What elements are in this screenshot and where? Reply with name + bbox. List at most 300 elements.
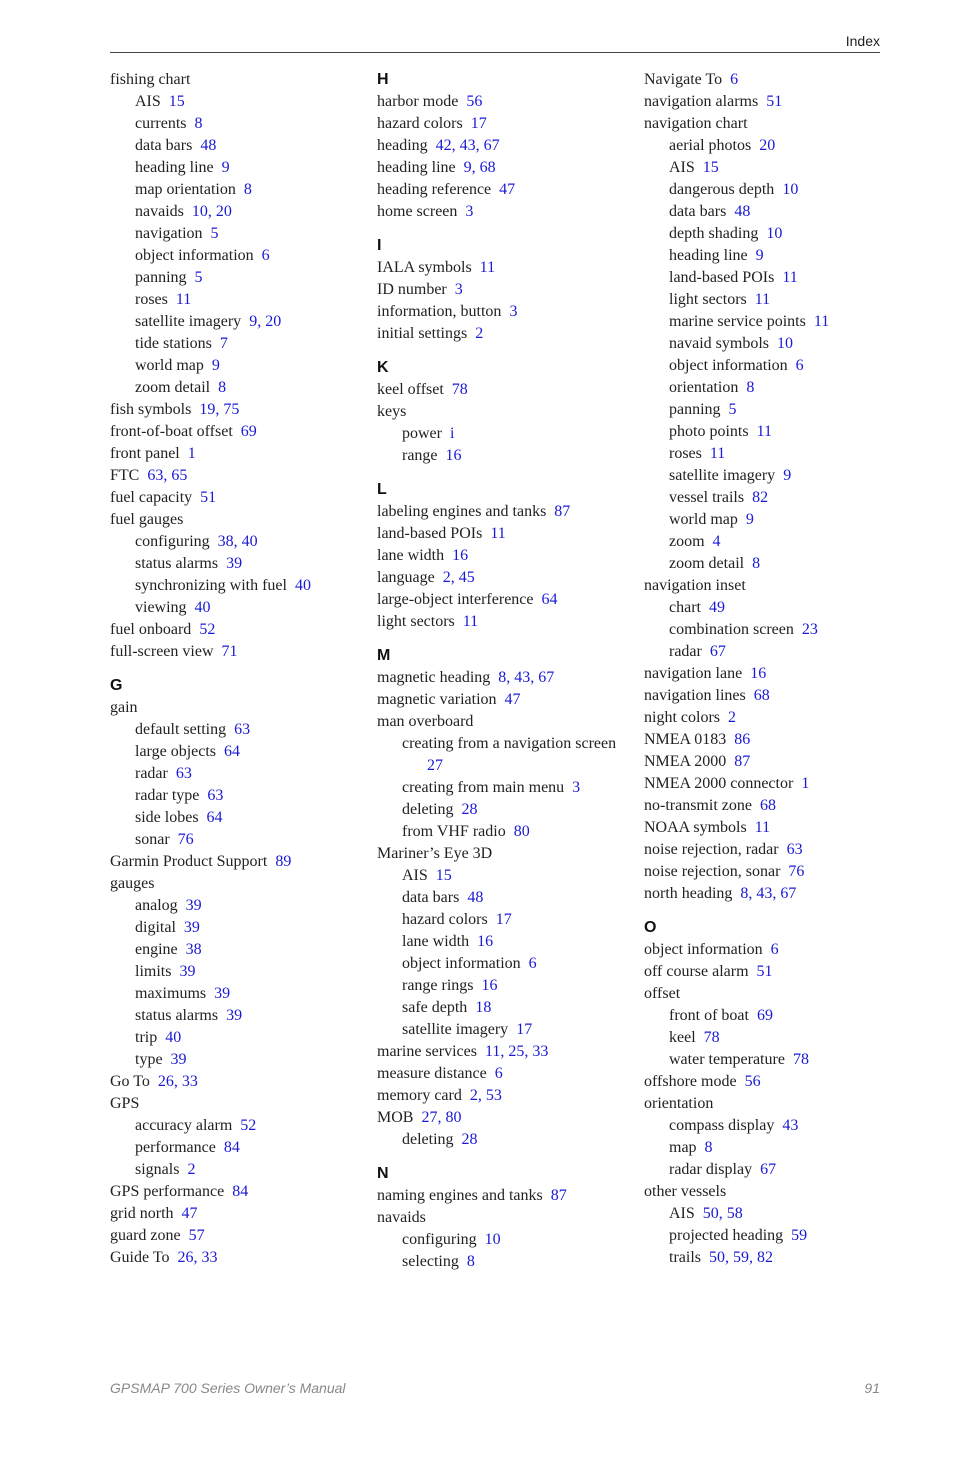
index-entry bbox=[644, 817, 904, 839]
index-entry bbox=[644, 707, 904, 729]
page-reference-link[interactable]: 89 bbox=[275, 853, 292, 870]
index-subentry bbox=[377, 733, 637, 755]
index-term: grid north bbox=[110, 1205, 174, 1222]
page-reference-link[interactable]: 86 bbox=[734, 731, 751, 748]
index-subentry bbox=[377, 887, 637, 909]
index-subentry bbox=[110, 741, 370, 763]
index-subentry bbox=[110, 1005, 370, 1027]
page-reference-link[interactable]: 27 bbox=[427, 757, 443, 774]
index-term: viewing bbox=[135, 599, 187, 616]
index-subentry bbox=[644, 1159, 904, 1181]
page-reference-link[interactable]: 15 bbox=[702, 159, 719, 176]
index-entry bbox=[377, 567, 637, 589]
page-reference-link[interactable]: 48 bbox=[467, 889, 484, 906]
index-entry bbox=[110, 619, 370, 641]
index-subentry bbox=[644, 1247, 904, 1269]
index-term: heading line bbox=[377, 159, 456, 176]
index-term: navigation alarms bbox=[644, 93, 759, 110]
page-reference-link[interactable]: 50, 58 bbox=[702, 1205, 743, 1222]
index-entry bbox=[377, 179, 637, 201]
index-subentry bbox=[644, 333, 904, 355]
index-subentry bbox=[644, 1049, 904, 1071]
index-entry bbox=[110, 1071, 370, 1093]
page-reference-link[interactable]: 57 bbox=[188, 1227, 205, 1244]
page-reference-link[interactable]: 10, 20 bbox=[191, 203, 232, 220]
page-reference-link[interactable]: 64 bbox=[541, 591, 558, 608]
page-reference-link[interactable]: 39 bbox=[179, 963, 196, 980]
index-entry bbox=[110, 1093, 370, 1115]
page-reference-link[interactable]: 11 bbox=[462, 613, 479, 630]
page-reference-link[interactable]: 3 bbox=[465, 203, 474, 220]
index-term: compass display bbox=[669, 1117, 775, 1134]
header-rule bbox=[110, 52, 880, 53]
page-reference-link[interactable]: 28 bbox=[461, 801, 478, 818]
page-reference-link[interactable]: 2 bbox=[187, 1161, 196, 1178]
page-reference-link[interactable]: 47 bbox=[181, 1205, 198, 1222]
page-reference-link[interactable]: 63 bbox=[786, 841, 803, 858]
index-term: tide stations bbox=[135, 335, 212, 352]
index-term: MOB bbox=[377, 1109, 414, 1126]
index-entry bbox=[377, 1207, 637, 1229]
index-subentry bbox=[110, 807, 370, 829]
index-subentry bbox=[644, 1225, 904, 1247]
index-subentry bbox=[377, 1251, 637, 1273]
index-term: power bbox=[402, 425, 442, 442]
page-reference-link[interactable]: 1 bbox=[187, 445, 196, 462]
index-entry bbox=[377, 323, 637, 345]
index-subentry bbox=[377, 865, 637, 887]
page-reference-link[interactable]: 2, 45 bbox=[442, 569, 475, 586]
index-entry bbox=[377, 257, 637, 279]
index-term: fuel capacity bbox=[110, 489, 193, 506]
page-reference-link[interactable]: 6 bbox=[528, 955, 537, 972]
index-entry bbox=[377, 755, 637, 777]
page-reference-link[interactable]: 5 bbox=[210, 225, 219, 242]
index-subentry bbox=[377, 1129, 637, 1151]
page-reference-link[interactable]: 40 bbox=[165, 1029, 182, 1046]
index-term: front panel bbox=[110, 445, 180, 462]
index-term: AIS bbox=[135, 93, 161, 110]
index-subentry bbox=[110, 267, 370, 289]
index-letter-heading: H bbox=[377, 71, 389, 88]
index-subentry bbox=[377, 931, 637, 953]
page-reference-link[interactable]: 68 bbox=[753, 687, 770, 704]
page-reference-link[interactable]: 11 bbox=[490, 525, 506, 542]
index-term: panning bbox=[135, 269, 187, 286]
page-reference-link[interactable]: 5 bbox=[194, 269, 203, 286]
index-term: keel bbox=[669, 1029, 696, 1046]
page-reference-link[interactable]: 38 bbox=[185, 941, 202, 958]
index-subentry bbox=[644, 245, 904, 267]
index-term: Navigate To bbox=[644, 71, 723, 88]
index-term: range rings bbox=[402, 977, 474, 994]
page-reference-link[interactable]: 9 bbox=[783, 467, 792, 484]
index-subentry bbox=[644, 157, 904, 179]
page-reference-link[interactable]: 17 bbox=[495, 911, 512, 928]
index-term: heading line bbox=[135, 159, 214, 176]
index-term: land-based POIs bbox=[669, 269, 775, 286]
page-reference-link[interactable]: 5 bbox=[728, 401, 737, 418]
index-subentry bbox=[644, 1203, 904, 1225]
page-reference-link[interactable]: 9 bbox=[745, 511, 754, 528]
index-term: other vessels bbox=[644, 1183, 727, 1200]
index-term: GPS performance bbox=[110, 1183, 225, 1200]
page-reference-link[interactable]: 16 bbox=[750, 665, 767, 682]
index-term: limits bbox=[135, 963, 172, 980]
index-subentry bbox=[110, 355, 370, 377]
index-term: range bbox=[402, 447, 438, 464]
page-reference-link[interactable]: 16 bbox=[445, 447, 462, 464]
index-subentry bbox=[644, 135, 904, 157]
page-reference-link[interactable]: 2, 53 bbox=[469, 1087, 502, 1104]
index-term: configuring bbox=[135, 533, 210, 550]
index-term: AIS bbox=[402, 867, 428, 884]
index-subentry bbox=[110, 785, 370, 807]
index-entry bbox=[377, 711, 637, 733]
index-entry bbox=[377, 1185, 637, 1207]
page-reference-link[interactable]: 9, 20 bbox=[249, 313, 282, 330]
page-reference-link[interactable]: 8, 43, 67 bbox=[740, 885, 797, 902]
page-reference-link[interactable]: 8, 43, 67 bbox=[498, 669, 555, 686]
page-reference-link[interactable]: 7 bbox=[219, 335, 228, 352]
index-term: navigation bbox=[135, 225, 203, 242]
page-reference-link[interactable]: 18 bbox=[475, 999, 492, 1016]
page-reference-link[interactable]: 6 bbox=[730, 71, 739, 88]
index-subentry bbox=[110, 597, 370, 619]
index-term: lane width bbox=[377, 547, 445, 564]
index-subentry bbox=[110, 917, 370, 939]
index-subentry bbox=[644, 487, 904, 509]
page-reference-link[interactable]: 76 bbox=[177, 831, 194, 848]
index-term: IALA symbols bbox=[377, 259, 472, 276]
page-reference-link[interactable]: 11 bbox=[756, 423, 772, 440]
index-term: zoom bbox=[669, 533, 705, 550]
index-term: naming engines and tanks bbox=[377, 1187, 543, 1204]
index-term: satellite imagery bbox=[135, 313, 242, 330]
index-term: noise rejection, radar bbox=[644, 841, 779, 858]
index-term: AIS bbox=[669, 159, 695, 176]
index-entry bbox=[377, 157, 637, 179]
page-reference-link[interactable]: 3 bbox=[509, 303, 518, 320]
index-subentry bbox=[644, 509, 904, 531]
page-reference-link[interactable]: 78 bbox=[792, 1051, 809, 1068]
page-reference-link[interactable]: 87 bbox=[550, 1187, 567, 1204]
index-subentry bbox=[110, 1137, 370, 1159]
index-subentry bbox=[110, 961, 370, 983]
page-reference-link[interactable]: 20 bbox=[759, 137, 776, 154]
index-subentry bbox=[644, 597, 904, 619]
index-term: selecting bbox=[402, 1253, 459, 1270]
index-subentry bbox=[110, 1115, 370, 1137]
page-reference-link[interactable]: 10 bbox=[484, 1231, 501, 1248]
page-reference-link[interactable]: 15 bbox=[435, 867, 452, 884]
index-subentry bbox=[377, 1019, 637, 1041]
page-reference-link[interactable]: 9, 68 bbox=[463, 159, 496, 176]
page-reference-link[interactable]: 50, 59, 82 bbox=[709, 1249, 773, 1266]
index-entry bbox=[644, 939, 904, 961]
index-term: gauges bbox=[110, 875, 155, 892]
page-reference-link[interactable]: 10 bbox=[777, 335, 793, 352]
index-term: GPS bbox=[110, 1095, 140, 1112]
index-entry bbox=[377, 201, 637, 223]
page-reference-link[interactable]: 47 bbox=[499, 181, 516, 198]
index-term: zoom detail bbox=[135, 379, 211, 396]
page-reference-link[interactable]: 15 bbox=[168, 93, 185, 110]
index-entry bbox=[377, 301, 637, 323]
page-reference-link[interactable]: 8 bbox=[243, 181, 252, 198]
index-subentry bbox=[110, 1159, 370, 1181]
page-reference-link[interactable]: 26, 33 bbox=[177, 1249, 218, 1266]
page-reference-link[interactable]: 64 bbox=[224, 743, 241, 760]
index-subentry bbox=[377, 799, 637, 821]
page-reference-link[interactable]: 68 bbox=[759, 797, 776, 814]
page-reference-link[interactable]: 39 bbox=[214, 985, 231, 1002]
index-subentry bbox=[644, 201, 904, 223]
page-reference-link[interactable]: 78 bbox=[703, 1029, 720, 1046]
page-reference-link[interactable]: 3 bbox=[572, 779, 581, 796]
index-term: noise rejection, sonar bbox=[644, 863, 781, 880]
page-reference-link[interactable]: 17 bbox=[516, 1021, 533, 1038]
page-reference-link[interactable]: 28 bbox=[461, 1131, 478, 1148]
index-entry bbox=[377, 135, 637, 157]
index-subentry bbox=[110, 1027, 370, 1049]
page-reference-link[interactable]: 39 bbox=[226, 1007, 243, 1024]
page-reference-link[interactable]: 6 bbox=[261, 247, 270, 264]
index-subentry bbox=[644, 553, 904, 575]
index-term: data bars bbox=[135, 137, 193, 154]
page-reference-link[interactable]: 52 bbox=[199, 621, 216, 638]
page-reference-link[interactable]: 56 bbox=[466, 93, 483, 110]
index-subentry bbox=[110, 377, 370, 399]
index-entry bbox=[644, 1181, 904, 1203]
page-reference-link[interactable]: 42, 43, 67 bbox=[435, 137, 500, 154]
page-reference-link[interactable]: 10 bbox=[766, 225, 783, 242]
page-reference-link[interactable]: 40 bbox=[294, 577, 311, 594]
page-reference-link[interactable]: 9 bbox=[755, 247, 764, 264]
index-letter-heading: N bbox=[377, 1165, 389, 1182]
page-reference-link[interactable]: 69 bbox=[756, 1007, 773, 1024]
page-reference-link[interactable]: 8 bbox=[704, 1139, 713, 1156]
index-term: Garmin Product Support bbox=[110, 853, 268, 870]
index-term: no-transmit zone bbox=[644, 797, 752, 814]
page-reference-link[interactable]: 11 bbox=[709, 445, 726, 462]
index-entry bbox=[644, 839, 904, 861]
index-term: creating from main menu bbox=[402, 779, 565, 796]
page-reference-link[interactable]: 49 bbox=[708, 599, 725, 616]
index-term: type bbox=[135, 1051, 163, 1068]
page-reference-link[interactable]: 59 bbox=[791, 1227, 808, 1244]
index-term: satellite imagery bbox=[669, 467, 776, 484]
page-reference-link[interactable]: i bbox=[449, 425, 455, 442]
page-reference-link[interactable]: 16 bbox=[481, 977, 498, 994]
page-reference-link[interactable]: 9 bbox=[211, 357, 220, 374]
index-subentry bbox=[644, 619, 904, 641]
index-term: Mariner’s Eye 3D bbox=[377, 845, 493, 862]
index-letter-heading: L bbox=[377, 481, 387, 498]
index-subentry bbox=[644, 1027, 904, 1049]
page-reference-link[interactable]: 48 bbox=[734, 203, 751, 220]
page-reference-link[interactable]: 69 bbox=[240, 423, 257, 440]
index-term: radar display bbox=[669, 1161, 753, 1178]
index-subentry bbox=[644, 267, 904, 289]
index-term: projected heading bbox=[669, 1227, 784, 1244]
index-subentry bbox=[644, 377, 904, 399]
index-subentry bbox=[110, 157, 370, 179]
page-reference-link[interactable]: 26, 33 bbox=[157, 1073, 198, 1090]
index-term: navaids bbox=[135, 203, 184, 220]
page-reference-link[interactable]: 11 bbox=[813, 313, 830, 330]
index-term: side lobes bbox=[135, 809, 199, 826]
page-reference-link[interactable]: 8 bbox=[466, 1253, 475, 1270]
page-reference-link[interactable]: 82 bbox=[752, 489, 769, 506]
index-entry bbox=[110, 465, 370, 487]
index-term: maximums bbox=[135, 985, 207, 1002]
index-entry bbox=[377, 667, 637, 689]
page-reference-link[interactable]: 39 bbox=[226, 555, 243, 572]
index-term: accuracy alarm bbox=[135, 1117, 233, 1134]
index-subentry bbox=[644, 421, 904, 443]
index-subentry bbox=[110, 135, 370, 157]
page-reference-link[interactable]: 40 bbox=[194, 599, 211, 616]
page-reference-link[interactable]: 64 bbox=[206, 809, 223, 826]
index-subentry bbox=[377, 777, 637, 799]
page-reference-link[interactable]: 1 bbox=[801, 775, 810, 792]
page-reference-link[interactable]: 6 bbox=[494, 1065, 503, 1082]
page-reference-link[interactable]: 11, 25, 33 bbox=[484, 1043, 549, 1060]
index-column-1 bbox=[110, 69, 370, 1269]
page-reference-link[interactable]: 39 bbox=[170, 1051, 187, 1068]
page-reference-link[interactable]: 11 bbox=[754, 819, 771, 836]
page-reference-link[interactable]: 52 bbox=[240, 1117, 257, 1134]
index-entry bbox=[377, 91, 637, 113]
page-reference-link[interactable]: 76 bbox=[788, 863, 805, 880]
page-reference-link[interactable]: 6 bbox=[795, 357, 804, 374]
page-reference-link[interactable]: 47 bbox=[504, 691, 521, 708]
page-reference-link[interactable]: 87 bbox=[554, 503, 571, 520]
index-entry bbox=[110, 1247, 370, 1269]
page-reference-link[interactable]: 9 bbox=[221, 159, 230, 176]
index-term: NMEA 2000 bbox=[644, 753, 727, 770]
page-reference-link[interactable]: 11 bbox=[754, 291, 771, 308]
page-reference-link[interactable]: 8 bbox=[218, 379, 227, 396]
index-term: guard zone bbox=[110, 1227, 181, 1244]
page-reference-link[interactable]: 4 bbox=[712, 533, 721, 550]
index-term: gain bbox=[110, 699, 138, 716]
page-reference-link[interactable]: 2 bbox=[475, 325, 484, 342]
page-reference-link[interactable]: 11 bbox=[782, 269, 798, 286]
index-entry bbox=[644, 883, 904, 905]
index-term: satellite imagery bbox=[402, 1021, 509, 1038]
index-term: measure distance bbox=[377, 1065, 487, 1082]
index-term: zoom detail bbox=[669, 555, 745, 572]
page-reference-link[interactable]: 16 bbox=[477, 933, 494, 950]
index-term: NOAA symbols bbox=[644, 819, 747, 836]
page-reference-link[interactable]: 51 bbox=[756, 963, 773, 980]
index-entry bbox=[644, 983, 904, 1005]
index-term: panning bbox=[669, 401, 721, 418]
page-reference-link[interactable]: 63 bbox=[207, 787, 224, 804]
page-reference-link[interactable]: 56 bbox=[744, 1073, 761, 1090]
page-reference-link[interactable]: 16 bbox=[452, 547, 469, 564]
index-entry bbox=[644, 773, 904, 795]
index-term: heading bbox=[377, 137, 428, 154]
page-reference-link[interactable]: 39 bbox=[185, 897, 202, 914]
page-reference-link[interactable]: 8 bbox=[746, 379, 755, 396]
page-reference-link[interactable]: 63 bbox=[234, 721, 251, 738]
index-subentry bbox=[110, 553, 370, 575]
index-subentry bbox=[377, 909, 637, 931]
index-term: data bars bbox=[669, 203, 727, 220]
page-reference-link[interactable]: 19, 75 bbox=[199, 401, 240, 418]
index-entry bbox=[377, 379, 637, 401]
page-reference-link[interactable]: 87 bbox=[734, 753, 751, 770]
index-term: sonar bbox=[135, 831, 170, 848]
index-term: map orientation bbox=[135, 181, 236, 198]
index-entry bbox=[644, 861, 904, 883]
index-subentry bbox=[644, 289, 904, 311]
page-reference-link[interactable]: 63, 65 bbox=[147, 467, 188, 484]
page-reference-link[interactable]: 3 bbox=[454, 281, 463, 298]
page-reference-link[interactable]: 27, 80 bbox=[421, 1109, 462, 1126]
page-reference-link[interactable]: 71 bbox=[221, 643, 238, 660]
page-reference-link[interactable]: 38, 40 bbox=[217, 533, 258, 550]
page-reference-link[interactable]: 8 bbox=[194, 115, 203, 132]
index-term: trails bbox=[669, 1249, 701, 1266]
index-term: default setting bbox=[135, 721, 227, 738]
index-term: analog bbox=[135, 897, 178, 914]
index-entry bbox=[377, 1063, 637, 1085]
page-reference-link[interactable]: 84 bbox=[223, 1139, 240, 1156]
index-term: heading line bbox=[669, 247, 748, 264]
index-entry bbox=[377, 545, 637, 567]
index-term: synchronizing with fuel bbox=[135, 577, 287, 594]
index-term: FTC bbox=[110, 467, 140, 484]
page-reference-link[interactable]: 67 bbox=[760, 1161, 777, 1178]
page-reference-link[interactable]: 51 bbox=[766, 93, 783, 110]
index-letter-heading: O bbox=[644, 919, 657, 936]
index-term: vessel trails bbox=[669, 489, 745, 506]
page-reference-link[interactable]: 17 bbox=[470, 115, 487, 132]
index-entry bbox=[644, 1093, 904, 1115]
index-term: object information bbox=[669, 357, 788, 374]
page-reference-link[interactable]: 48 bbox=[200, 137, 217, 154]
index-letter-heading: K bbox=[377, 359, 389, 376]
page-reference-link[interactable]: 2 bbox=[728, 709, 736, 726]
page-reference-link[interactable]: 67 bbox=[709, 643, 726, 660]
page-reference-link[interactable]: 78 bbox=[451, 381, 468, 398]
page-reference-link[interactable]: 51 bbox=[200, 489, 217, 506]
index-entry bbox=[377, 1107, 637, 1129]
page-reference-link[interactable]: 10 bbox=[782, 181, 799, 198]
page-reference-link[interactable]: 80 bbox=[513, 823, 530, 840]
page-reference-link[interactable]: 6 bbox=[770, 941, 779, 958]
page-reference-link[interactable]: 39 bbox=[183, 919, 200, 936]
page-reference-link[interactable]: 8 bbox=[752, 555, 761, 572]
page-reference-link[interactable]: 43 bbox=[782, 1117, 799, 1134]
page-reference-link[interactable]: 11 bbox=[479, 259, 496, 276]
index-entry bbox=[110, 399, 370, 421]
index-subentry bbox=[377, 953, 637, 975]
index-term: fuel gauges bbox=[110, 511, 184, 528]
page-reference-link[interactable]: 84 bbox=[232, 1183, 249, 1200]
index-term: NMEA 2000 connector bbox=[644, 775, 794, 792]
index-entry bbox=[110, 641, 370, 663]
page-reference-link[interactable]: 23 bbox=[801, 621, 818, 638]
page-reference-link[interactable]: 63 bbox=[175, 765, 192, 782]
index-term: fuel onboard bbox=[110, 621, 192, 638]
page-reference-link[interactable]: 11 bbox=[175, 291, 192, 308]
index-term: safe depth bbox=[402, 999, 468, 1016]
